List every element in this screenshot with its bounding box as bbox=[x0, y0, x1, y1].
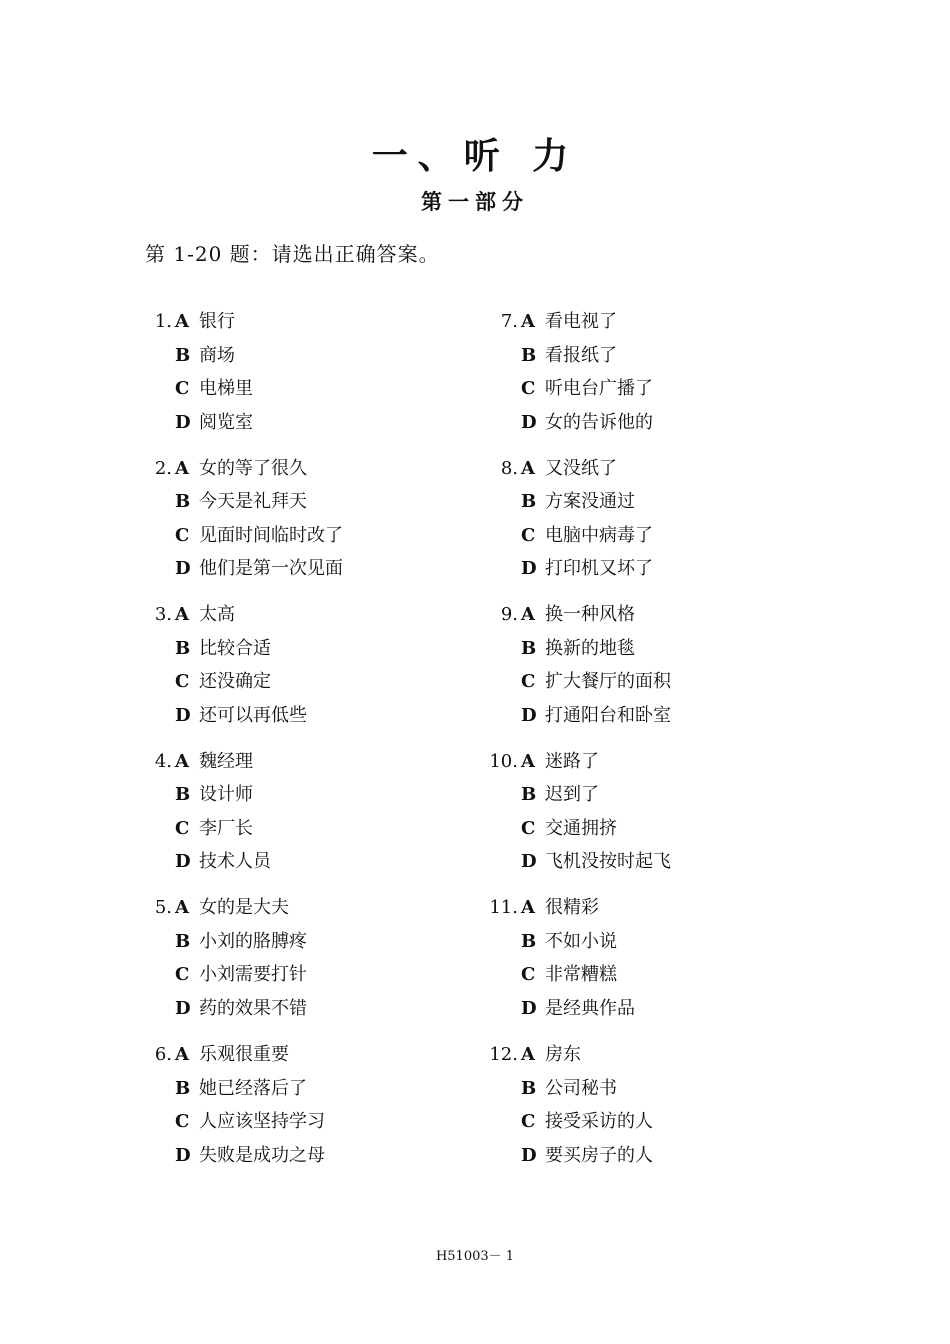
option-letter: B bbox=[521, 491, 537, 513]
answer-option-d[interactable] bbox=[521, 845, 671, 879]
option-letter: A bbox=[175, 750, 189, 772]
answer-option-a[interactable] bbox=[521, 1038, 581, 1072]
question-number: 2. bbox=[154, 457, 172, 479]
answer-option-d[interactable] bbox=[521, 406, 653, 440]
option-text: 今天是礼拜天 bbox=[199, 491, 307, 513]
option-text: 比较合适 bbox=[199, 637, 271, 659]
option-letter: A bbox=[175, 311, 189, 332]
option-text: 迟到了 bbox=[545, 784, 599, 806]
answer-option-c[interactable] bbox=[175, 665, 271, 699]
option-text: 公司秘书 bbox=[545, 1077, 617, 1099]
option-letter: C bbox=[521, 1111, 536, 1132]
answer-option-b[interactable] bbox=[175, 485, 307, 519]
option-letter: B bbox=[521, 344, 537, 366]
answer-option-b[interactable] bbox=[175, 1072, 307, 1106]
option-text: 飞机没按时起飞 bbox=[545, 851, 671, 873]
option-letter: D bbox=[175, 1144, 191, 1166]
option-text: 失败是成功之母 bbox=[199, 1144, 325, 1166]
option-text: 要买房子的人 bbox=[545, 1144, 653, 1166]
answer-option-b[interactable] bbox=[175, 778, 253, 812]
option-letter: A bbox=[521, 311, 535, 332]
option-letter: B bbox=[521, 784, 537, 806]
option-text: 交通拥挤 bbox=[545, 817, 617, 839]
answer-option-b[interactable] bbox=[521, 925, 617, 959]
option-text: 扩大餐厅的面积 bbox=[545, 671, 671, 693]
question-number: 9. bbox=[500, 604, 518, 626]
option-text: 他们是第一次见面 bbox=[199, 558, 343, 580]
option-text: 女的等了很久 bbox=[199, 457, 307, 479]
answer-option-c[interactable] bbox=[521, 1105, 653, 1139]
answer-option-c[interactable] bbox=[175, 958, 307, 992]
answer-option-c[interactable] bbox=[521, 812, 617, 846]
page-title: 一、听 力 bbox=[371, 135, 579, 177]
answer-option-d[interactable] bbox=[521, 552, 653, 586]
option-text: 换一种风格 bbox=[545, 604, 635, 626]
option-text: 房东 bbox=[545, 1044, 581, 1065]
option-letter: A bbox=[175, 604, 189, 626]
option-letter: A bbox=[175, 897, 189, 919]
answer-option-b[interactable] bbox=[521, 485, 635, 519]
answer-option-b[interactable] bbox=[175, 632, 271, 666]
instruction-text: 第 1-20 题：请选出正确答案。 bbox=[145, 242, 440, 266]
answer-option-d[interactable] bbox=[175, 552, 343, 586]
option-letter: C bbox=[521, 524, 536, 546]
question-number: 3. bbox=[154, 604, 172, 626]
option-letter: C bbox=[175, 671, 190, 693]
option-text: 银行 bbox=[199, 311, 235, 332]
option-letter: D bbox=[175, 851, 191, 873]
option-text: 换新的地毯 bbox=[545, 637, 635, 659]
option-text: 不如小说 bbox=[545, 930, 617, 952]
answer-option-a[interactable] bbox=[521, 305, 617, 339]
option-text: 看电视了 bbox=[545, 311, 617, 332]
option-letter: C bbox=[521, 817, 536, 839]
option-text: 太高 bbox=[199, 604, 235, 626]
option-text: 是经典作品 bbox=[545, 997, 635, 1019]
option-text: 乐观很重要 bbox=[199, 1044, 289, 1065]
answer-option-b[interactable] bbox=[521, 1072, 617, 1106]
answer-option-b[interactable] bbox=[175, 339, 235, 373]
answer-option-d[interactable] bbox=[521, 699, 671, 733]
answer-option-a[interactable] bbox=[521, 452, 617, 486]
question-number: 4. bbox=[154, 750, 172, 772]
option-letter: C bbox=[521, 378, 536, 399]
option-letter: A bbox=[521, 457, 535, 479]
option-text: 女的是大夫 bbox=[199, 897, 289, 919]
option-text: 方案没通过 bbox=[545, 491, 635, 513]
answer-option-a[interactable] bbox=[521, 745, 599, 779]
answer-option-b[interactable] bbox=[521, 778, 599, 812]
option-letter: C bbox=[521, 671, 536, 693]
option-text: 又没纸了 bbox=[545, 457, 617, 479]
question-number: 7. bbox=[500, 311, 518, 332]
option-letter: C bbox=[175, 378, 190, 399]
option-text: 女的告诉他的 bbox=[545, 411, 653, 433]
answer-option-d[interactable] bbox=[175, 1139, 325, 1173]
answer-option-a[interactable] bbox=[175, 598, 235, 632]
answer-option-c[interactable] bbox=[521, 665, 671, 699]
question-number: 10. bbox=[489, 750, 518, 772]
option-letter: B bbox=[175, 784, 191, 806]
option-letter: D bbox=[175, 411, 191, 433]
option-letter: B bbox=[521, 930, 537, 952]
option-letter: C bbox=[521, 964, 536, 986]
option-letter: D bbox=[175, 558, 191, 580]
answer-option-c[interactable] bbox=[175, 372, 253, 406]
answer-option-d[interactable] bbox=[521, 1139, 653, 1173]
option-letter: B bbox=[175, 930, 191, 952]
option-text: 小刘需要打针 bbox=[199, 964, 307, 986]
option-letter: A bbox=[521, 897, 535, 919]
answer-option-d[interactable] bbox=[175, 992, 307, 1026]
option-text: 技术人员 bbox=[199, 851, 271, 873]
option-text: 阅览室 bbox=[199, 411, 253, 433]
option-text: 小刘的胳膊疼 bbox=[199, 930, 307, 952]
option-text: 李厂长 bbox=[199, 817, 253, 839]
option-letter: A bbox=[521, 1044, 535, 1065]
option-text: 还没确定 bbox=[199, 671, 271, 693]
option-letter: B bbox=[175, 637, 191, 659]
option-letter: D bbox=[521, 704, 537, 726]
option-text: 打印机又坏了 bbox=[545, 558, 653, 580]
option-text: 看报纸了 bbox=[545, 344, 617, 366]
answer-option-b[interactable] bbox=[521, 339, 617, 373]
option-text: 她已经落后了 bbox=[199, 1077, 307, 1099]
option-text: 很精彩 bbox=[545, 897, 599, 919]
question-number: 6. bbox=[154, 1044, 172, 1065]
option-letter: D bbox=[175, 997, 191, 1019]
answer-option-c[interactable] bbox=[521, 372, 653, 406]
answer-option-d[interactable] bbox=[175, 406, 253, 440]
option-text: 见面时间临时改了 bbox=[199, 524, 343, 546]
option-letter: C bbox=[175, 817, 190, 839]
option-letter: D bbox=[521, 558, 537, 580]
option-letter: C bbox=[175, 964, 190, 986]
option-text: 商场 bbox=[199, 344, 235, 366]
answer-option-a[interactable] bbox=[175, 305, 235, 339]
answer-option-a[interactable] bbox=[175, 891, 289, 925]
answer-option-d[interactable] bbox=[521, 992, 635, 1026]
answer-option-c[interactable] bbox=[521, 958, 617, 992]
answer-option-a[interactable] bbox=[175, 452, 307, 486]
option-text: 设计师 bbox=[199, 784, 253, 806]
option-letter: B bbox=[175, 1077, 191, 1099]
option-text: 人应该坚持学习 bbox=[199, 1111, 325, 1132]
answer-option-a[interactable] bbox=[175, 745, 253, 779]
option-letter: A bbox=[521, 604, 535, 626]
option-text: 打通阳台和卧室 bbox=[545, 704, 671, 726]
option-letter: A bbox=[175, 1044, 189, 1065]
answer-option-a[interactable] bbox=[521, 598, 635, 632]
option-letter: B bbox=[175, 344, 191, 366]
option-text: 电脑中病毒了 bbox=[545, 524, 653, 546]
answer-option-d[interactable] bbox=[175, 699, 307, 733]
option-letter: D bbox=[521, 851, 537, 873]
option-text: 迷路了 bbox=[545, 750, 599, 772]
question-number: 12. bbox=[489, 1044, 518, 1065]
answer-option-c[interactable] bbox=[175, 519, 343, 553]
page-footer: H51003－ 1 bbox=[435, 1249, 515, 1264]
option-letter: A bbox=[521, 750, 535, 772]
question-number: 1. bbox=[154, 311, 172, 332]
question-number: 5. bbox=[154, 897, 172, 919]
section-title: 第一部分 bbox=[421, 189, 529, 214]
option-letter: B bbox=[521, 637, 537, 659]
option-letter: C bbox=[175, 524, 190, 546]
option-text: 电梯里 bbox=[199, 378, 253, 399]
option-text: 魏经理 bbox=[199, 750, 253, 772]
option-text: 接受采访的人 bbox=[545, 1111, 653, 1132]
answer-option-a[interactable] bbox=[175, 1038, 289, 1072]
option-text: 非常糟糕 bbox=[545, 964, 617, 986]
option-letter: B bbox=[175, 491, 191, 513]
option-text: 听电台广播了 bbox=[545, 378, 653, 399]
answer-option-c[interactable] bbox=[521, 519, 653, 553]
answer-option-a[interactable] bbox=[521, 891, 599, 925]
answer-option-d[interactable] bbox=[175, 845, 271, 879]
question-number: 8. bbox=[500, 457, 518, 479]
option-letter: A bbox=[175, 457, 189, 479]
option-letter: D bbox=[175, 704, 191, 726]
option-letter: D bbox=[521, 411, 537, 433]
answer-option-b[interactable] bbox=[521, 632, 635, 666]
option-text: 还可以再低些 bbox=[199, 704, 307, 726]
option-letter: C bbox=[175, 1111, 190, 1132]
answer-option-c[interactable] bbox=[175, 812, 253, 846]
option-letter: D bbox=[521, 997, 537, 1019]
option-letter: D bbox=[521, 1144, 537, 1166]
option-letter: B bbox=[521, 1077, 537, 1099]
answer-option-c[interactable] bbox=[175, 1105, 325, 1139]
question-number: 11. bbox=[489, 897, 518, 919]
answer-option-b[interactable] bbox=[175, 925, 307, 959]
option-text: 药的效果不错 bbox=[199, 997, 307, 1019]
